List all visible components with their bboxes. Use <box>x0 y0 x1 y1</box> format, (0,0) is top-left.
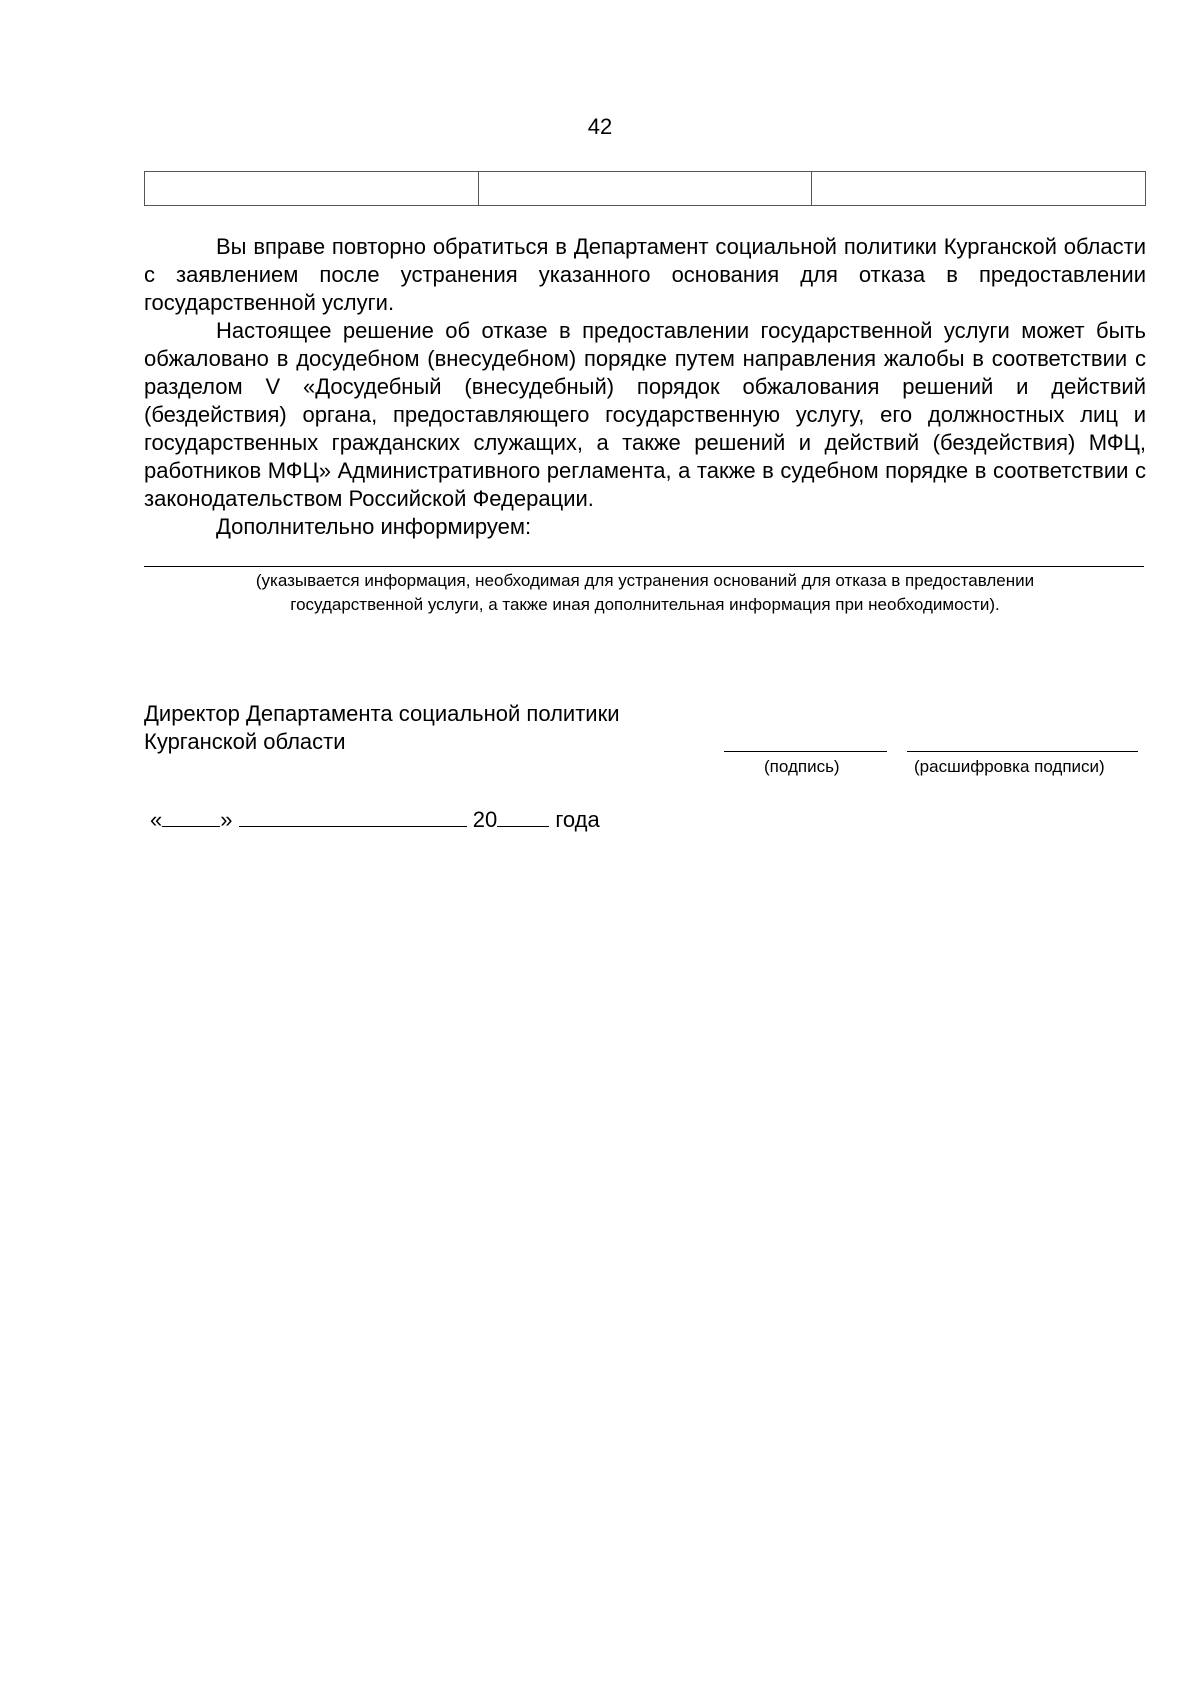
info-note <box>144 569 1146 617</box>
date-row <box>150 806 600 834</box>
info-blank-line <box>144 566 1144 567</box>
year-blank <box>497 806 549 827</box>
date-close-quote: » <box>220 807 233 832</box>
signature-decode-line <box>907 751 1138 752</box>
page-number: 42 <box>587 114 613 139</box>
table-cell <box>812 172 1146 206</box>
info-note-line-1: (указывается информация, необходимая для устранения оснований для отказа в предоставлении <box>255 571 1035 590</box>
empty-table-row <box>144 171 1146 206</box>
signature-decode-label: (расшифровка подписи) <box>914 757 1105 776</box>
signature-line <box>724 751 887 752</box>
date-open-quote: « <box>150 807 163 832</box>
info-note-line-2: государственной услуги, а также иная дополнительная информация при необходимости). <box>290 595 1000 614</box>
table-cell <box>145 172 479 206</box>
director-title <box>144 700 704 756</box>
document-body <box>144 233 1146 541</box>
director-title-line-1: Директор Департамента социальной политики <box>144 701 620 726</box>
month-blank <box>239 806 467 827</box>
year-suffix: года <box>555 807 600 832</box>
paragraph-reapply: Вы вправе повторно обратиться в Департамент социальной политики Курганской области с заявлением после устранения указанного основания для отказа в предоставлении государственной услуги. <box>144 234 1146 315</box>
day-blank <box>162 806 220 827</box>
paragraph-additional-info: Дополнительно информируем: <box>216 514 532 539</box>
table-cell <box>478 172 812 206</box>
year-prefix: 20 <box>472 807 498 832</box>
paragraph-appeal: Настоящее решение об отказе в предоставлении государственной услуги может быть обжаловано в досудебном (внесудебном) порядке путем направления жалобы в соответствии с разделом V «Досудебный (внесудебный) порядок обжалования решений и действий (бездействия) органа, предоставляющего государственную услугу, его должностных лиц и государственных гражданских служащих, а также решений и действий (бездействия) МФЦ, работников МФЦ» Административного регламента, а также в судебном порядке в соответствии с законодательством Российской Федерации. <box>144 318 1146 511</box>
signature-label: (подпись) <box>764 757 840 776</box>
director-title-line-2: Курганской области <box>144 729 346 754</box>
